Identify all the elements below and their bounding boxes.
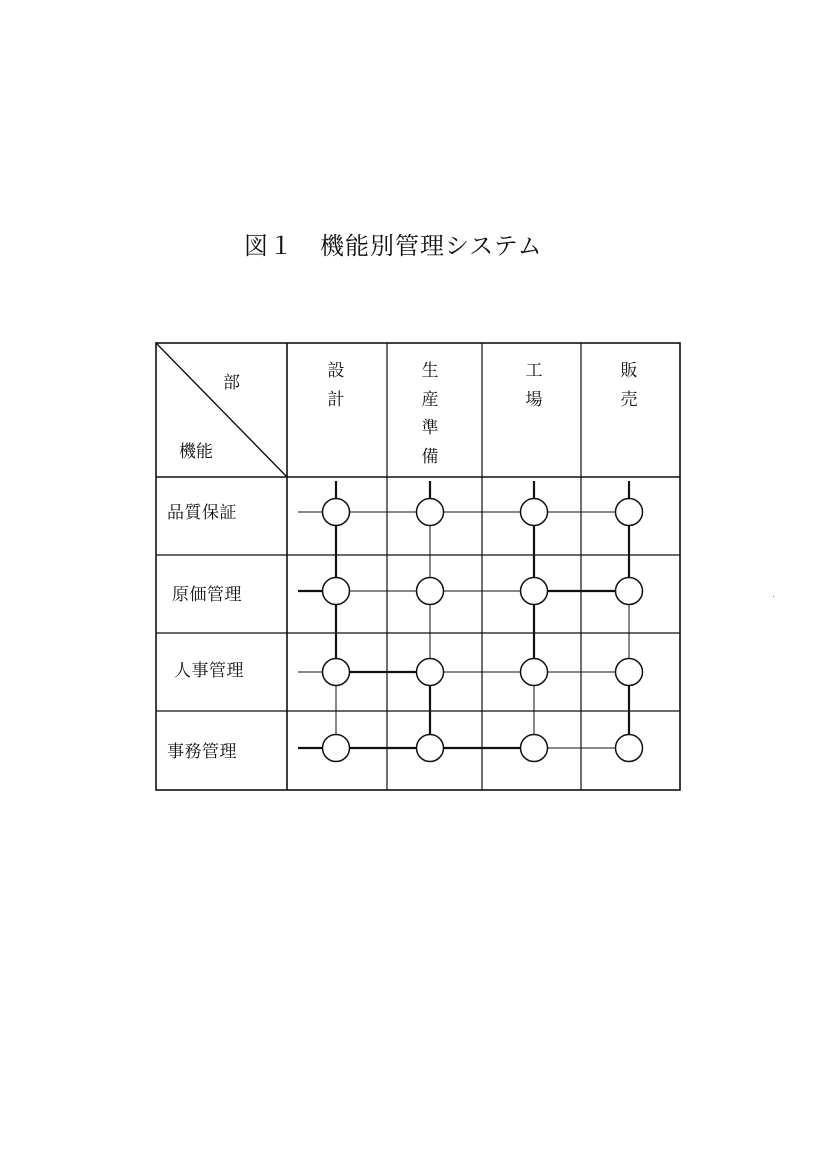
- table-grid: [156, 343, 680, 790]
- department-header: [325, 357, 347, 414]
- function-label: 事務管理: [167, 742, 237, 762]
- department-header-char: 販: [620, 361, 638, 381]
- intersection-node: [616, 735, 643, 762]
- department-header-char: 工: [525, 361, 543, 381]
- intersection-node: [521, 499, 548, 526]
- corner-diagonal: [156, 343, 287, 477]
- intersection-node: [616, 578, 643, 605]
- department-header-char: 売: [620, 389, 638, 410]
- intersection-node: [521, 578, 548, 605]
- department-header-char: 生: [421, 361, 439, 381]
- corner-label-department: 部: [223, 373, 240, 393]
- department-header: [618, 357, 640, 414]
- intersection-node: [323, 499, 350, 526]
- department-header-char: 準: [421, 418, 439, 438]
- intersection-node: [521, 659, 548, 686]
- table-border: [156, 343, 680, 790]
- intersection-node: [417, 578, 444, 605]
- intersection-node: [417, 735, 444, 762]
- corner-label-function: 機能: [179, 442, 213, 462]
- department-header-char: 備: [421, 446, 439, 467]
- intersection-node: [323, 659, 350, 686]
- figure-number: 図１: [244, 232, 294, 260]
- intersection-node: [521, 735, 548, 762]
- figure-caption: 機能別管理システム: [320, 232, 543, 260]
- function-label: 品質保証: [167, 503, 237, 523]
- intersection-node: [323, 578, 350, 605]
- department-header: [523, 357, 545, 414]
- intersection-node: [417, 659, 444, 686]
- department-header-char: 場: [525, 389, 543, 410]
- intersection-node: [616, 499, 643, 526]
- department-header-char: 設: [327, 361, 345, 381]
- function-label: 人事管理: [174, 661, 244, 681]
- intersection-node: [323, 735, 350, 762]
- department-header: [419, 357, 441, 471]
- scan-speck: [773, 596, 774, 597]
- intersection-node: [417, 499, 444, 526]
- network-lines: [298, 481, 629, 748]
- intersection-node: [616, 659, 643, 686]
- department-header-char: 計: [327, 389, 345, 410]
- department-header-char: 産: [421, 389, 439, 410]
- function-label: 原価管理: [172, 585, 242, 605]
